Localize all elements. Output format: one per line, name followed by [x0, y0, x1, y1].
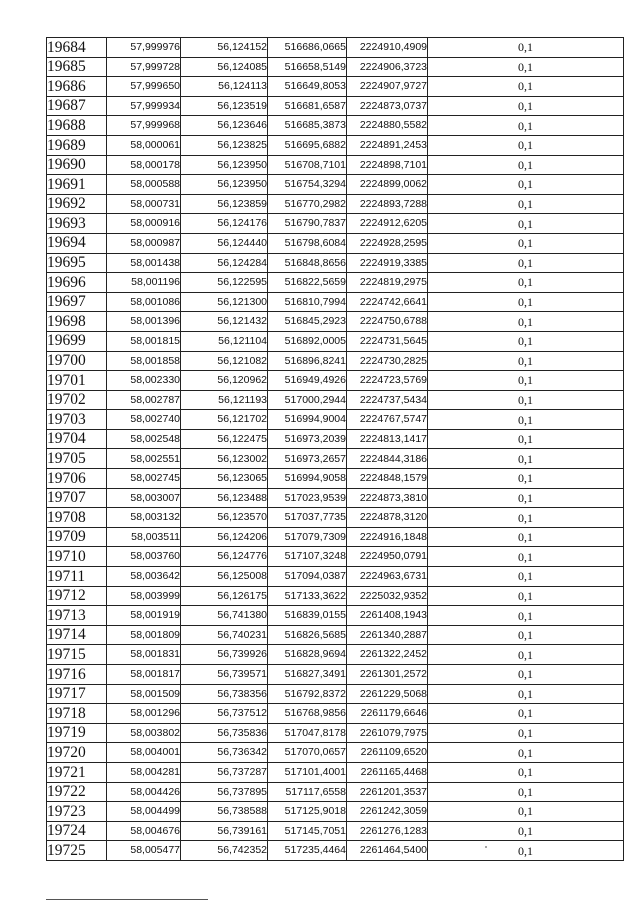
latitude-cell: 57,999976 [107, 38, 181, 58]
accuracy-cell: 0,1 [428, 194, 624, 214]
latitude-cell: 58,001815 [107, 331, 181, 351]
longitude-cell: 56,124113 [181, 77, 268, 97]
point-number-cell: 19692 [47, 194, 107, 214]
point-number-cell: 19686 [47, 77, 107, 97]
y-coordinate-cell: 2224916,1848 [347, 527, 428, 547]
x-coordinate-cell: 517037,7735 [268, 508, 347, 528]
x-coordinate-cell: 516681,6587 [268, 96, 347, 116]
table-row [47, 77, 624, 97]
x-coordinate-cell: 516754,3294 [268, 175, 347, 195]
table-row [47, 429, 624, 449]
longitude-cell: 56,121193 [181, 390, 268, 410]
x-coordinate-cell: 517047,8178 [268, 723, 347, 743]
table-row [47, 743, 624, 763]
point-number-cell: 19712 [47, 586, 107, 606]
point-number-cell: 19720 [47, 743, 107, 763]
table-row [47, 410, 624, 430]
table-row [47, 312, 624, 332]
table-row [47, 57, 624, 77]
y-coordinate-cell: 2224928,2595 [347, 233, 428, 253]
latitude-cell: 58,001196 [107, 273, 181, 293]
point-number-cell: 19725 [47, 841, 107, 861]
x-coordinate-cell: 517070,0657 [268, 743, 347, 763]
latitude-cell: 58,000987 [107, 233, 181, 253]
table-row [47, 802, 624, 822]
accuracy-cell: 0,1 [428, 665, 624, 685]
coordinates-table [46, 37, 624, 861]
x-coordinate-cell: 517235,4464 [268, 841, 347, 861]
longitude-cell: 56,742352 [181, 841, 268, 861]
point-number-cell: 19722 [47, 782, 107, 802]
latitude-cell: 58,000916 [107, 214, 181, 234]
table-body [47, 38, 624, 861]
point-number-cell: 19694 [47, 233, 107, 253]
longitude-cell: 56,735836 [181, 723, 268, 743]
y-coordinate-cell: 2224730,2825 [347, 351, 428, 371]
y-coordinate-cell: 2224813,1417 [347, 429, 428, 449]
point-number-cell: 19721 [47, 762, 107, 782]
longitude-cell: 56,124284 [181, 253, 268, 273]
latitude-cell: 58,001919 [107, 606, 181, 626]
point-number-cell: 19689 [47, 135, 107, 155]
y-coordinate-cell: 2261276,1283 [347, 821, 428, 841]
x-coordinate-cell: 516658,5149 [268, 57, 347, 77]
latitude-cell: 58,001831 [107, 645, 181, 665]
y-coordinate-cell: 2224898,7101 [347, 155, 428, 175]
longitude-cell: 56,737895 [181, 782, 268, 802]
table-row [47, 841, 624, 861]
longitude-cell: 56,126175 [181, 586, 268, 606]
x-coordinate-cell: 516695,6882 [268, 135, 347, 155]
latitude-cell: 58,004001 [107, 743, 181, 763]
latitude-cell: 58,005477 [107, 841, 181, 861]
y-coordinate-cell: 2261109,6520 [347, 743, 428, 763]
point-number-cell: 19702 [47, 390, 107, 410]
table-row [47, 782, 624, 802]
table-row [47, 273, 624, 293]
y-coordinate-cell: 2224906,3723 [347, 57, 428, 77]
longitude-cell: 56,123488 [181, 488, 268, 508]
x-coordinate-cell: 516768,9856 [268, 704, 347, 724]
point-number-cell: 19724 [47, 821, 107, 841]
x-coordinate-cell: 516973,2039 [268, 429, 347, 449]
x-coordinate-cell: 516892,0005 [268, 331, 347, 351]
point-number-cell: 19715 [47, 645, 107, 665]
accuracy-cell: 0,1 [428, 723, 624, 743]
accuracy-cell: 0,1 [428, 704, 624, 724]
latitude-cell: 58,000731 [107, 194, 181, 214]
accuracy-cell: 0,1 [428, 684, 624, 704]
point-number-cell: 19697 [47, 292, 107, 312]
point-number-cell: 19708 [47, 508, 107, 528]
y-coordinate-cell: 2224963,6731 [347, 567, 428, 587]
y-coordinate-cell: 2224899,0062 [347, 175, 428, 195]
point-number-cell: 19695 [47, 253, 107, 273]
x-coordinate-cell: 516822,5659 [268, 273, 347, 293]
latitude-cell: 58,002551 [107, 449, 181, 469]
latitude-cell: 58,003999 [107, 586, 181, 606]
x-coordinate-cell: 516845,2923 [268, 312, 347, 332]
longitude-cell: 56,125008 [181, 567, 268, 587]
latitude-cell: 58,002740 [107, 410, 181, 430]
accuracy-cell: 0,1 [428, 96, 624, 116]
x-coordinate-cell: 516798,6084 [268, 233, 347, 253]
accuracy-cell: 0,1 [428, 390, 624, 410]
y-coordinate-cell: 2224893,7288 [347, 194, 428, 214]
point-number-cell: 19698 [47, 312, 107, 332]
latitude-cell: 58,002745 [107, 469, 181, 489]
y-coordinate-cell: 2261201,3537 [347, 782, 428, 802]
table-row [47, 96, 624, 116]
table-row [47, 821, 624, 841]
accuracy-cell: 0,1 [428, 371, 624, 391]
accuracy-cell: 0,1 [428, 841, 624, 861]
accuracy-cell: 0,1 [428, 567, 624, 587]
point-number-cell: 19685 [47, 57, 107, 77]
latitude-cell: 58,000588 [107, 175, 181, 195]
accuracy-cell: 0,1 [428, 410, 624, 430]
y-coordinate-cell: 2224767,5747 [347, 410, 428, 430]
longitude-cell: 56,124152 [181, 38, 268, 58]
longitude-cell: 56,737512 [181, 704, 268, 724]
accuracy-cell: 0,1 [428, 351, 624, 371]
y-coordinate-cell: 2261340,2887 [347, 625, 428, 645]
accuracy-cell: 0,1 [428, 233, 624, 253]
latitude-cell: 58,004676 [107, 821, 181, 841]
latitude-cell: 58,003132 [107, 508, 181, 528]
accuracy-cell: 0,1 [428, 155, 624, 175]
x-coordinate-cell: 516973,2657 [268, 449, 347, 469]
longitude-cell: 56,123065 [181, 469, 268, 489]
longitude-cell: 56,123646 [181, 116, 268, 136]
latitude-cell: 58,002330 [107, 371, 181, 391]
latitude-cell: 58,002787 [107, 390, 181, 410]
longitude-cell: 56,124776 [181, 547, 268, 567]
accuracy-cell: 0,1 [428, 586, 624, 606]
y-coordinate-cell: 2224750,6788 [347, 312, 428, 332]
longitude-cell: 56,121432 [181, 312, 268, 332]
point-number-cell: 19690 [47, 155, 107, 175]
latitude-cell: 57,999934 [107, 96, 181, 116]
y-coordinate-cell: 2224844,3186 [347, 449, 428, 469]
table-row [47, 253, 624, 273]
y-coordinate-cell: 2224878,3120 [347, 508, 428, 528]
accuracy-cell: 0,1 [428, 38, 624, 58]
point-number-cell: 19709 [47, 527, 107, 547]
table-row [47, 488, 624, 508]
longitude-cell: 56,121702 [181, 410, 268, 430]
x-coordinate-cell: 516790,7837 [268, 214, 347, 234]
footnote-separator [46, 899, 208, 900]
accuracy-cell: 0,1 [428, 488, 624, 508]
accuracy-cell: 0,1 [428, 762, 624, 782]
longitude-cell: 56,124440 [181, 233, 268, 253]
table-row [47, 547, 624, 567]
table-row [47, 762, 624, 782]
longitude-cell: 56,123859 [181, 194, 268, 214]
accuracy-cell: 0,1 [428, 429, 624, 449]
latitude-cell: 58,003642 [107, 567, 181, 587]
longitude-cell: 56,122595 [181, 273, 268, 293]
x-coordinate-cell: 517079,7309 [268, 527, 347, 547]
accuracy-cell: 0,1 [428, 175, 624, 195]
latitude-cell: 58,001296 [107, 704, 181, 724]
y-coordinate-cell: 2224873,3810 [347, 488, 428, 508]
table-row [47, 586, 624, 606]
table-row [47, 135, 624, 155]
y-coordinate-cell: 2224848,1579 [347, 469, 428, 489]
longitude-cell: 56,123519 [181, 96, 268, 116]
accuracy-cell: 0,1 [428, 625, 624, 645]
longitude-cell: 56,737287 [181, 762, 268, 782]
accuracy-cell: 0,1 [428, 547, 624, 567]
longitude-cell: 56,123570 [181, 508, 268, 528]
table-row [47, 449, 624, 469]
accuracy-cell: 0,1 [428, 312, 624, 332]
x-coordinate-cell: 516685,3873 [268, 116, 347, 136]
longitude-cell: 56,123950 [181, 155, 268, 175]
x-coordinate-cell: 517094,0387 [268, 567, 347, 587]
point-number-cell: 19716 [47, 665, 107, 685]
x-coordinate-cell: 516708,7101 [268, 155, 347, 175]
accuracy-cell: 0,1 [428, 527, 624, 547]
point-number-cell: 19684 [47, 38, 107, 58]
accuracy-cell: 0,1 [428, 273, 624, 293]
y-coordinate-cell: 2261464,5400 [347, 841, 428, 861]
point-number-cell: 19687 [47, 96, 107, 116]
table-row [47, 175, 624, 195]
latitude-cell: 58,004281 [107, 762, 181, 782]
table-row [47, 292, 624, 312]
y-coordinate-cell: 2224907,9727 [347, 77, 428, 97]
table-row [47, 351, 624, 371]
accuracy-cell: 0,1 [428, 743, 624, 763]
latitude-cell: 58,000178 [107, 155, 181, 175]
longitude-cell: 56,120962 [181, 371, 268, 391]
point-number-cell: 19707 [47, 488, 107, 508]
table-row [47, 625, 624, 645]
accuracy-cell: 0,1 [428, 77, 624, 97]
point-number-cell: 19717 [47, 684, 107, 704]
point-number-cell: 19711 [47, 567, 107, 587]
table-row [47, 371, 624, 391]
x-coordinate-cell: 516770,2982 [268, 194, 347, 214]
longitude-cell: 56,121082 [181, 351, 268, 371]
latitude-cell: 58,004426 [107, 782, 181, 802]
table-row [47, 214, 624, 234]
longitude-cell: 56,740231 [181, 625, 268, 645]
y-coordinate-cell: 2261242,3059 [347, 802, 428, 822]
accuracy-cell: 0,1 [428, 606, 624, 626]
y-coordinate-cell: 2224880,5582 [347, 116, 428, 136]
x-coordinate-cell: 516896,8241 [268, 351, 347, 371]
y-coordinate-cell: 2224891,2453 [347, 135, 428, 155]
point-number-cell: 19714 [47, 625, 107, 645]
x-coordinate-cell: 516686,0665 [268, 38, 347, 58]
x-coordinate-cell: 517107,3248 [268, 547, 347, 567]
table-row [47, 704, 624, 724]
longitude-cell: 56,738588 [181, 802, 268, 822]
latitude-cell: 57,999728 [107, 57, 181, 77]
y-coordinate-cell: 2224873,0737 [347, 96, 428, 116]
point-number-cell: 19706 [47, 469, 107, 489]
latitude-cell: 58,001858 [107, 351, 181, 371]
table-row [47, 194, 624, 214]
longitude-cell: 56,123825 [181, 135, 268, 155]
point-number-cell: 19704 [47, 429, 107, 449]
x-coordinate-cell: 517133,3622 [268, 586, 347, 606]
longitude-cell: 56,121104 [181, 331, 268, 351]
point-number-cell: 19693 [47, 214, 107, 234]
longitude-cell: 56,124206 [181, 527, 268, 547]
x-coordinate-cell: 517023,9539 [268, 488, 347, 508]
accuracy-cell: 0,1 [428, 135, 624, 155]
table-row [47, 723, 624, 743]
y-coordinate-cell: 2224912,6205 [347, 214, 428, 234]
latitude-cell: 58,001817 [107, 665, 181, 685]
x-coordinate-cell: 516994,9058 [268, 469, 347, 489]
y-coordinate-cell: 2224819,2975 [347, 273, 428, 293]
y-coordinate-cell: 2224910,4909 [347, 38, 428, 58]
x-coordinate-cell: 516792,8372 [268, 684, 347, 704]
latitude-cell: 58,002548 [107, 429, 181, 449]
table-row [47, 606, 624, 626]
x-coordinate-cell: 517000,2944 [268, 390, 347, 410]
table-row [47, 155, 624, 175]
y-coordinate-cell: 2261301,2572 [347, 665, 428, 685]
point-number-cell: 19719 [47, 723, 107, 743]
y-coordinate-cell: 2224737,5434 [347, 390, 428, 410]
longitude-cell: 56,124085 [181, 57, 268, 77]
x-coordinate-cell: 516827,3491 [268, 665, 347, 685]
longitude-cell: 56,124176 [181, 214, 268, 234]
table-row [47, 508, 624, 528]
accuracy-cell: 0,1 [428, 469, 624, 489]
y-coordinate-cell: 2261322,2452 [347, 645, 428, 665]
longitude-cell: 56,736342 [181, 743, 268, 763]
point-number-cell: 19723 [47, 802, 107, 822]
y-coordinate-cell: 2224731,5645 [347, 331, 428, 351]
table-row [47, 331, 624, 351]
x-coordinate-cell: 516828,9694 [268, 645, 347, 665]
latitude-cell: 57,999650 [107, 77, 181, 97]
latitude-cell: 58,001509 [107, 684, 181, 704]
accuracy-cell: 0,1 [428, 57, 624, 77]
x-coordinate-cell: 516949,4926 [268, 371, 347, 391]
table-row [47, 390, 624, 410]
point-number-cell: 19718 [47, 704, 107, 724]
longitude-cell: 56,739161 [181, 821, 268, 841]
accuracy-cell: 0,1 [428, 292, 624, 312]
x-coordinate-cell: 517145,7051 [268, 821, 347, 841]
accuracy-cell: 0,1 [428, 821, 624, 841]
x-coordinate-cell: 516839,0155 [268, 606, 347, 626]
table-row [47, 38, 624, 58]
accuracy-cell: 0,1 [428, 253, 624, 273]
y-coordinate-cell: 2261408,1943 [347, 606, 428, 626]
x-coordinate-cell: 516826,5685 [268, 625, 347, 645]
latitude-cell: 58,004499 [107, 802, 181, 822]
table-row [47, 116, 624, 136]
y-coordinate-cell: 2261165,4468 [347, 762, 428, 782]
accuracy-cell: 0,1 [428, 782, 624, 802]
longitude-cell: 56,122475 [181, 429, 268, 449]
table-row [47, 527, 624, 547]
table-row [47, 567, 624, 587]
accuracy-cell: 0,1 [428, 508, 624, 528]
point-number-cell: 19703 [47, 410, 107, 430]
latitude-cell: 58,001086 [107, 292, 181, 312]
point-number-cell: 19696 [47, 273, 107, 293]
point-number-cell: 19688 [47, 116, 107, 136]
x-coordinate-cell: 516848,8656 [268, 253, 347, 273]
accuracy-cell: 0,1 [428, 449, 624, 469]
latitude-cell: 58,003760 [107, 547, 181, 567]
x-coordinate-cell: 517101,4001 [268, 762, 347, 782]
longitude-cell: 56,123950 [181, 175, 268, 195]
accuracy-cell: 0,1 [428, 214, 624, 234]
longitude-cell: 56,123002 [181, 449, 268, 469]
y-coordinate-cell: 2224919,3385 [347, 253, 428, 273]
latitude-cell: 58,001396 [107, 312, 181, 332]
y-coordinate-cell: 2261229,5068 [347, 684, 428, 704]
y-coordinate-cell: 2224742,6641 [347, 292, 428, 312]
y-coordinate-cell: 2224950,0791 [347, 547, 428, 567]
accuracy-cell: 0,1 [428, 331, 624, 351]
point-number-cell: 19700 [47, 351, 107, 371]
x-coordinate-cell: 516810,7994 [268, 292, 347, 312]
latitude-cell: 58,000061 [107, 135, 181, 155]
x-coordinate-cell: 516994,9004 [268, 410, 347, 430]
longitude-cell: 56,738356 [181, 684, 268, 704]
longitude-cell: 56,121300 [181, 292, 268, 312]
y-coordinate-cell: 2261179,6646 [347, 704, 428, 724]
y-coordinate-cell: 2261079,7975 [347, 723, 428, 743]
x-coordinate-cell: 517117,6558 [268, 782, 347, 802]
scan-speck [485, 846, 487, 848]
accuracy-cell: 0,1 [428, 645, 624, 665]
latitude-cell: 58,001438 [107, 253, 181, 273]
point-number-cell: 19705 [47, 449, 107, 469]
latitude-cell: 57,999968 [107, 116, 181, 136]
table-row [47, 469, 624, 489]
table-row [47, 684, 624, 704]
y-coordinate-cell: 2225032,9352 [347, 586, 428, 606]
longitude-cell: 56,739571 [181, 665, 268, 685]
latitude-cell: 58,003007 [107, 488, 181, 508]
longitude-cell: 56,739926 [181, 645, 268, 665]
y-coordinate-cell: 2224723,5769 [347, 371, 428, 391]
point-number-cell: 19699 [47, 331, 107, 351]
point-number-cell: 19701 [47, 371, 107, 391]
accuracy-cell: 0,1 [428, 116, 624, 136]
table-row [47, 645, 624, 665]
x-coordinate-cell: 516649,8053 [268, 77, 347, 97]
longitude-cell: 56,741380 [181, 606, 268, 626]
table-row [47, 233, 624, 253]
point-number-cell: 19713 [47, 606, 107, 626]
latitude-cell: 58,003802 [107, 723, 181, 743]
table-row [47, 665, 624, 685]
latitude-cell: 58,003511 [107, 527, 181, 547]
latitude-cell: 58,001809 [107, 625, 181, 645]
point-number-cell: 19691 [47, 175, 107, 195]
point-number-cell: 19710 [47, 547, 107, 567]
accuracy-cell: 0,1 [428, 802, 624, 822]
x-coordinate-cell: 517125,9018 [268, 802, 347, 822]
